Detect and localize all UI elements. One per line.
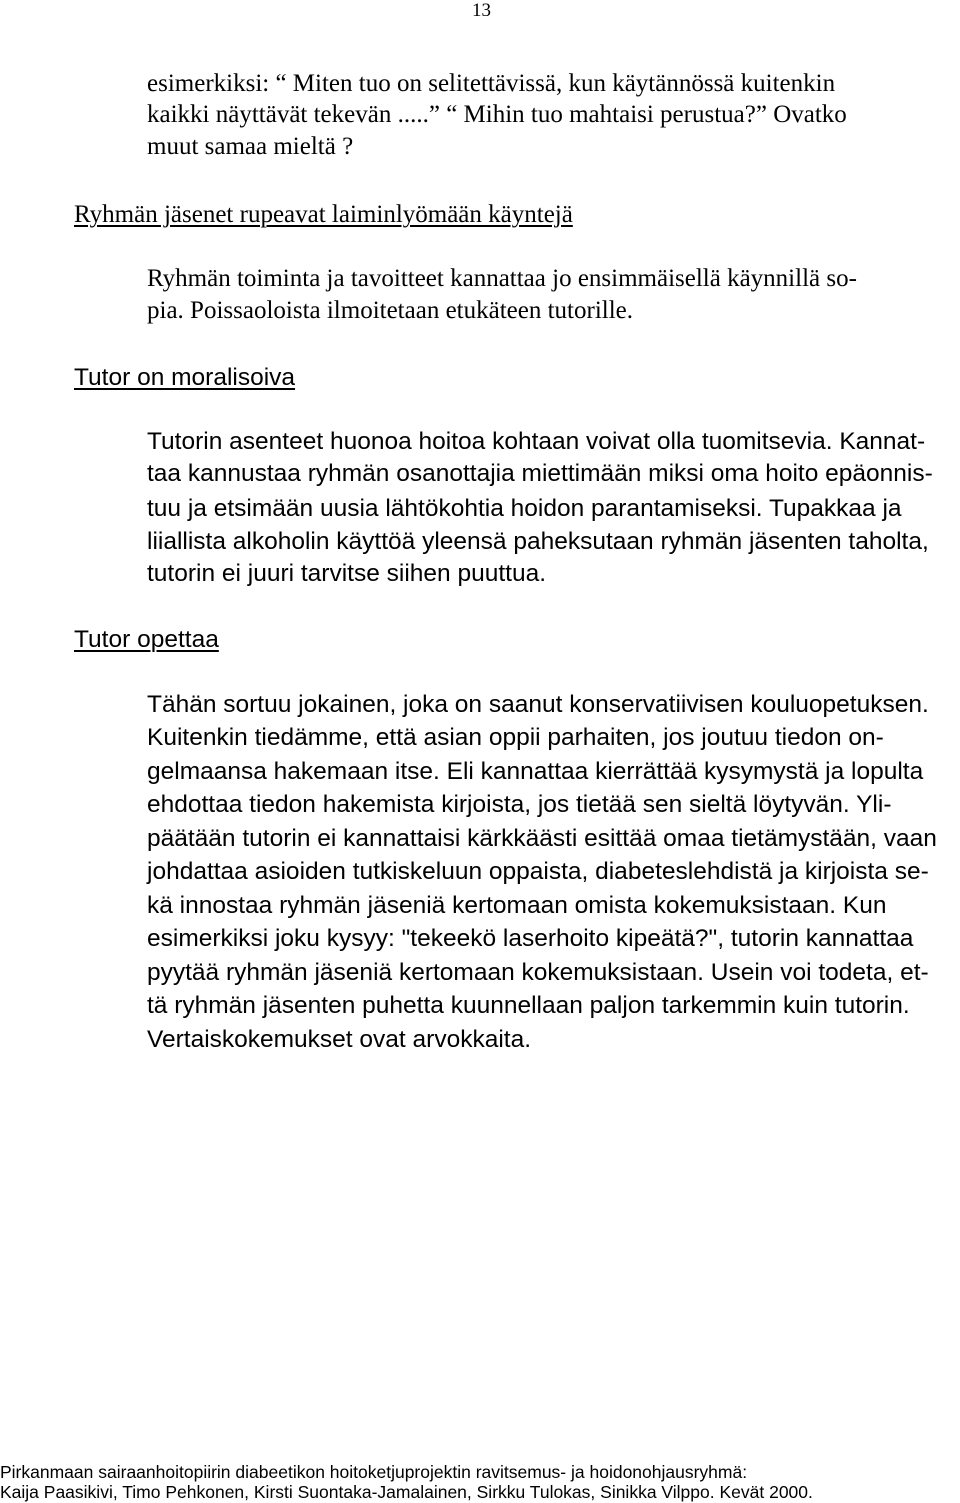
section-3-line-7: kä innostaa ryhmän jäseniä kertomaan omista kokemuksistaan. Kun bbox=[147, 892, 887, 919]
section-heading-absence: Ryhmän jäsenet rupeavat laiminlyömään käyntejä bbox=[74, 201, 573, 228]
section-3-line-3: gelmaansa hakemaan itse. Eli kannattaa kierrättää kysymystä ja lopulta bbox=[147, 758, 924, 785]
section-3-line-2: Kuitenkin tiedämme, että asian oppii parhaiten, jos joutuu tiedon on- bbox=[147, 724, 884, 751]
section-2-line-4: liiallista alkoholin käyttöä yleensä paheksutaan ryhmän jäsenten taholta, bbox=[147, 528, 929, 555]
section-3-line-8: esimerkiksi joku kysyy: "tekeekö laserhoito kipeätä?", tutorin kannattaa bbox=[147, 925, 914, 952]
section-2-line-5: tutorin ei juuri tarvitse siihen puuttua. bbox=[147, 560, 547, 587]
intro-line-2: kaikki näyttävät tekevän .....” “ Mihin tuo mahtaisi perustua?” Ovatko bbox=[147, 101, 847, 128]
section-2-line-3: tuu ja etsimään uusia lähtökohtia hoidon parantamiseksi. Tupakkaa ja bbox=[147, 495, 902, 522]
section-3-line-5: päätään tutorin ei kannattaisi kärkkäästi esittää omaa tietämystään, vaan bbox=[147, 825, 937, 852]
footer-line-2: Kaija Paasikivi, Timo Pehkonen, Kirsti Suontaka-Jamalainen, Sirkku Tulokas, Sinikka Vilppo. Kevät 2000. bbox=[0, 1482, 813, 1502]
section-1-line-1: Ryhmän toiminta ja tavoitteet kannattaa jo ensimmäisellä käynnillä so- bbox=[147, 265, 857, 292]
section-1-line-2: pia. Poissaoloista ilmoitetaan etukäteen tutorille. bbox=[147, 297, 633, 324]
section-3-line-10: tä ryhmän jäsenten puhetta kuunnellaan paljon tarkemmin kuin tutorin. bbox=[147, 992, 910, 1019]
section-3-line-4: ehdottaa tiedon hakemista kirjoista, jos tietää sen sieltä löytyvän. Yli- bbox=[147, 791, 892, 818]
section-3-line-11: Vertaiskokemukset ovat arvokkaita. bbox=[147, 1026, 532, 1053]
intro-line-3: muut samaa mieltä ? bbox=[147, 133, 354, 160]
footer-line-1: Pirkanmaan sairaanhoitopiirin diabeetikon hoitoketjuprojektin ravitsemus- ja hoidonohjausryhmä: bbox=[0, 1462, 748, 1482]
section-3-line-6: johdattaa asioiden tutkiskeluun oppaista, diabeteslehdistä ja kirjoista se- bbox=[147, 858, 929, 885]
page-number: 13 bbox=[472, 0, 491, 21]
intro-line-1: esimerkiksi: “ Miten tuo on selitettävissä, kun käytännössä kuitenkin bbox=[147, 70, 836, 97]
section-heading-moralizing: Tutor on moralisoiva bbox=[74, 364, 296, 391]
section-2-line-1: Tutorin asenteet huonoa hoitoa kohtaan voivat olla tuomitsevia. Kannat- bbox=[147, 428, 926, 455]
section-3-line-9: pyytää ryhmän jäseniä kertomaan kokemuksistaan. Usein voi todeta, et- bbox=[147, 959, 929, 986]
section-2-line-2: taa kannustaa ryhmän osanottajia miettimään miksi oma hoito epäonnis- bbox=[147, 460, 933, 487]
section-3-line-1: Tähän sortuu jokainen, joka on saanut konservatiivisen kouluopetuksen. bbox=[147, 691, 929, 718]
section-heading-teaching: Tutor opettaa bbox=[74, 626, 219, 653]
